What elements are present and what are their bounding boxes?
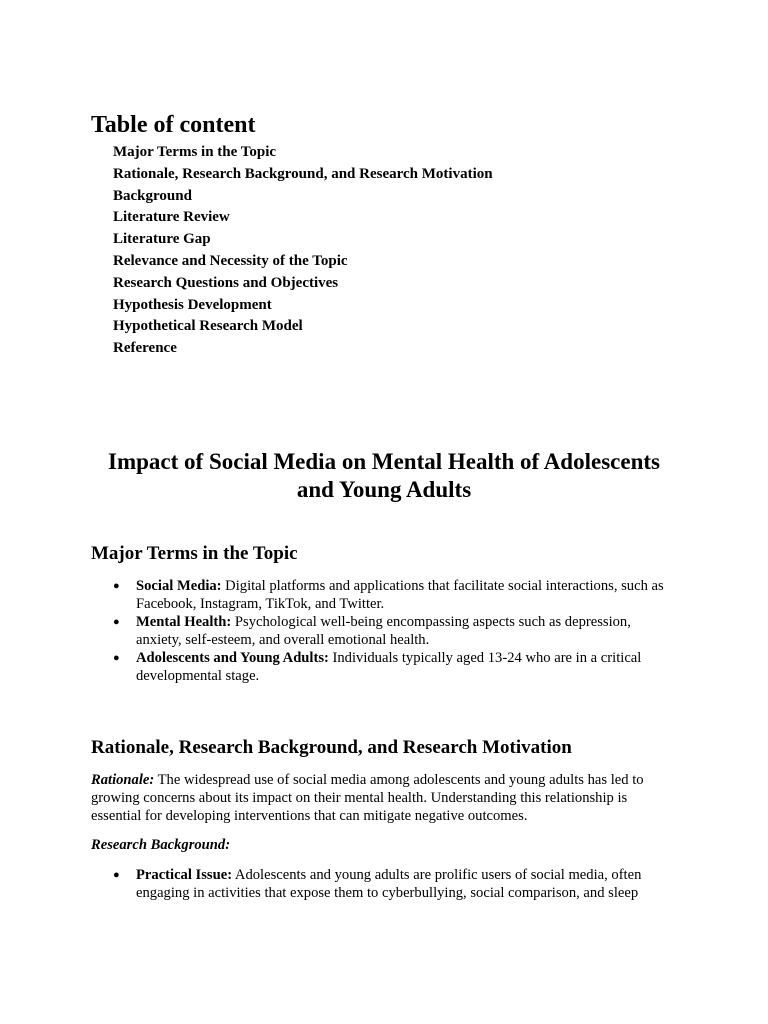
research-background-label: Research Background: — [91, 837, 231, 853]
rationale-heading: Rationale, Research Background, and Research Motivation — [91, 737, 572, 758]
bullet-icon: ● — [113, 580, 120, 592]
document-title-line2: and Young Adults — [296, 477, 472, 502]
practical-issue-text: Adolescents and young adults are prolific users of social media, often engaging in activities that expose them to cyberbullying, social comparison, and sleep — [136, 867, 642, 901]
toc-item[interactable]: Major Terms in the Topic — [113, 144, 277, 160]
bullet-icon: ● — [113, 616, 120, 628]
toc-item[interactable]: Research Questions and Objectives — [113, 274, 339, 291]
list-item — [113, 649, 668, 685]
rationale-text: The widespread use of social media among adolescents and young adults has led to growing concerns about its impact on their mental health. Understanding this relationship is essential for developing interventions that can mitigate negative outcomes. — [91, 772, 644, 824]
document-title — [84, 448, 684, 504]
toc-item[interactable]: Rationale, Research Background, and Research Motivation — [113, 165, 493, 182]
list-item — [113, 613, 668, 649]
list-item — [113, 577, 668, 613]
toc-item[interactable]: Background — [113, 187, 192, 204]
major-terms-list — [113, 577, 668, 685]
toc-item[interactable]: Reference — [113, 340, 177, 357]
bullet-icon: ● — [113, 652, 120, 664]
bullet-icon: ● — [113, 869, 120, 881]
toc-item[interactable]: Hypothetical Research Model — [113, 318, 303, 335]
list-item — [113, 866, 668, 902]
toc-item[interactable]: Literature Gap — [113, 231, 211, 248]
research-background-list — [113, 866, 668, 902]
document-title-line1: Impact of Social Media on Mental Health of Adolescents — [108, 449, 660, 474]
rationale-label: Rationale: — [91, 772, 155, 788]
toc-title: Table of content — [91, 112, 256, 138]
term-definition: Individuals typically aged 13-24 who are in a critical developmental stage. — [136, 650, 642, 684]
toc-list — [113, 142, 493, 360]
practical-issue-label: Practical Issue: — [136, 867, 233, 883]
rationale-paragraph — [91, 771, 676, 825]
term-label: Mental Health: — [136, 614, 232, 630]
toc-item[interactable]: Relevance and Necessity of the Topic — [113, 252, 348, 269]
major-terms-heading: Major Terms in the Topic — [91, 543, 298, 564]
term-definition: Digital platforms and applications that facilitate social interactions, such as Facebook, Instagram, TikTok, and Twitter. — [136, 578, 664, 612]
term-label: Adolescents and Young Adults: — [136, 650, 329, 666]
toc-item[interactable]: Hypothesis Development — [113, 296, 272, 313]
term-definition: Psychological well-being encompassing aspects such as depression, anxiety, self-esteem, and overall emotional health. — [136, 614, 631, 648]
toc-item[interactable]: Literature Review — [113, 209, 230, 226]
term-label: Social Media: — [136, 578, 222, 594]
